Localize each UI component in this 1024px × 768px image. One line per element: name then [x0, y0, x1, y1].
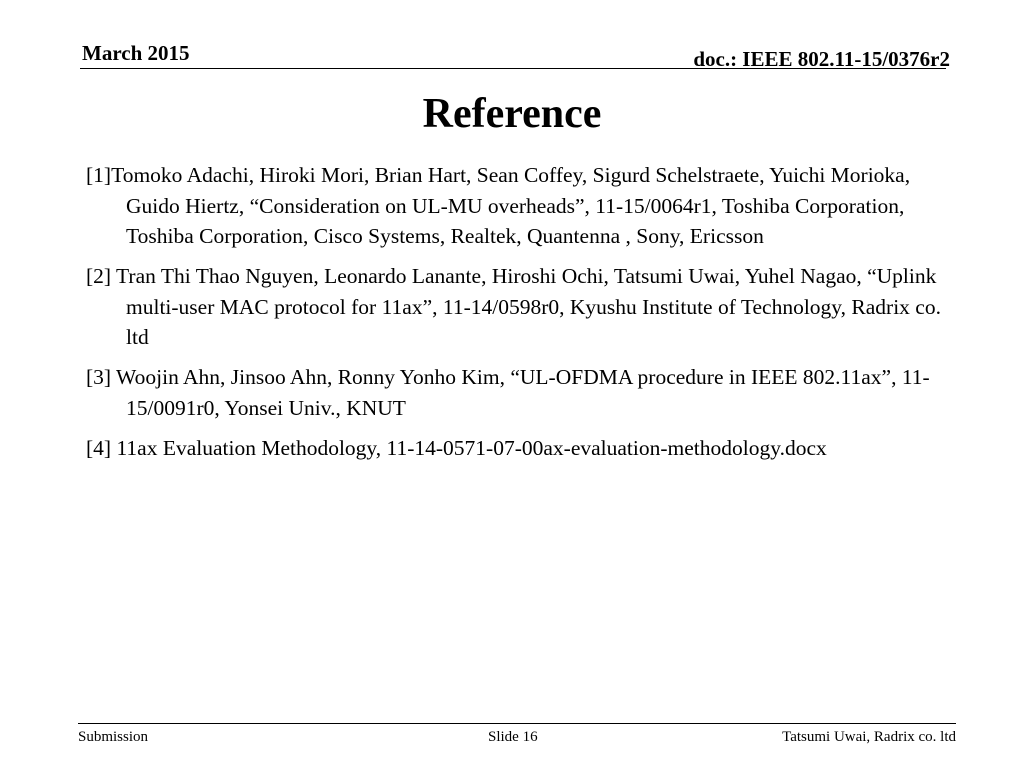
reference-list: [86, 160, 966, 473]
footer-submission: Submission: [78, 729, 149, 745]
footer-divider: [78, 723, 956, 724]
header-date: March 2015: [82, 41, 190, 65]
header-divider: [80, 68, 946, 69]
footer-author: Tatsumi Uwai, Radrix co. ltd: [782, 729, 956, 745]
reference-item-4: [4] 11ax Evaluation Methodology, 11-14-0571-07-00ax-evaluation-methodology.docx: [86, 435, 827, 460]
slide-title: Reference: [422, 91, 602, 137]
slide-number: Slide 16: [488, 729, 538, 745]
reference-item-2: [2] Tran Thi Thao Nguyen, Leonardo Lanante, Hiroshi Ochi, Tatsumi Uwai, Yuhel Nagao, “Uplink multi-user MAC protocol for 11ax”, 11-14/0598r0, Kyushu Institute of Technology, Radrix co. ltd: [86, 264, 941, 349]
reference-item-1: [1]Tomoko Adachi, Hiroki Mori, Brian Hart, Sean Coffey, Sigurd Schelstraete, Yuichi Morioka, Guido Hiertz, “Consideration on UL-MU overheads”, 11-15/0064r1, Toshiba Corporation, Toshiba Corporation, Cisco Systems, Realtek, Quantenna , Sony, Ericsson: [86, 163, 911, 248]
document-id: doc.: IEEE 802.11-15/0376r2: [693, 47, 950, 71]
reference-item-3: [3] Woojin Ahn, Jinsoo Ahn, Ronny Yonho Kim, “UL-OFDMA procedure in IEEE 802.11ax”, 11-15/0091r0, Yonsei Univ., KNUT: [86, 365, 930, 420]
